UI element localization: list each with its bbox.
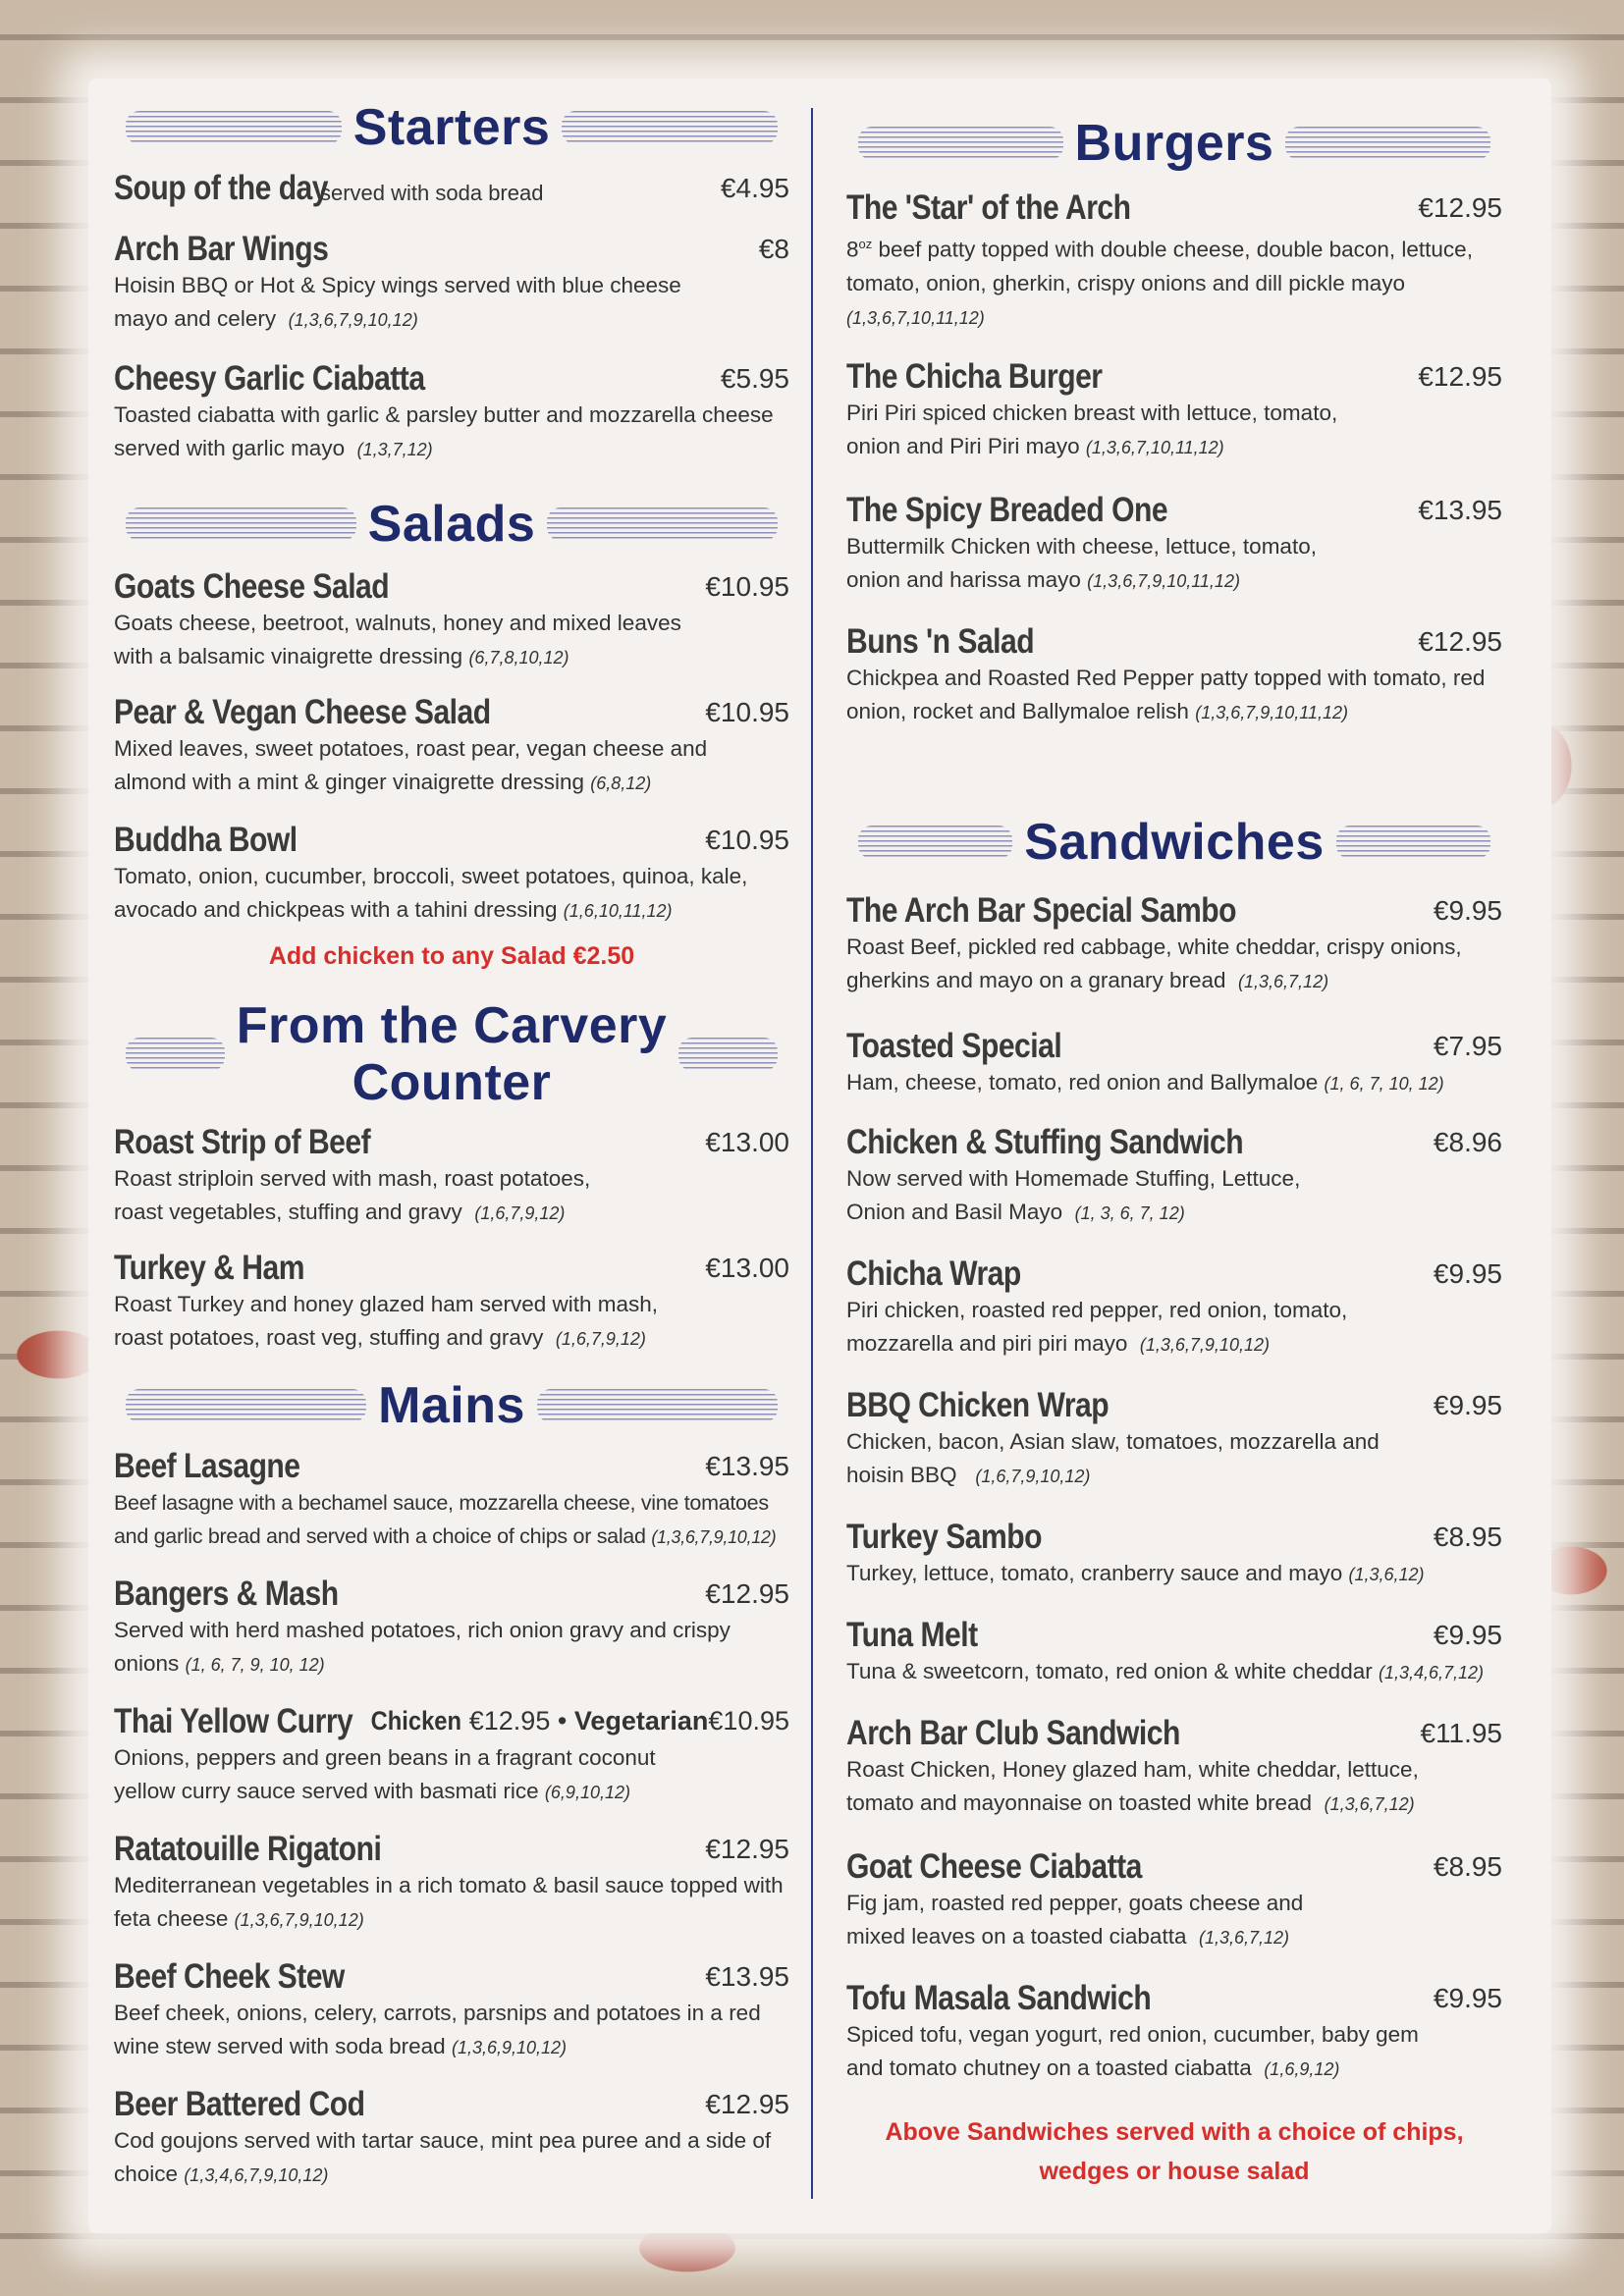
menu-item — [114, 1830, 789, 1937]
item-name: Turkey Sambo — [846, 1518, 1043, 1556]
item-allergens: (1, 6, 7, 9, 10, 12) — [185, 1655, 325, 1675]
item-name: BBQ Chicken Wrap — [846, 1386, 1110, 1424]
menu-item — [846, 622, 1502, 729]
item-description: Now served with Homemade Stuffing, Lettuce, Onion and Basil Mayo — [846, 1166, 1301, 1224]
item-allergens: (1,3,7,12) — [356, 440, 433, 459]
price-label-vegetarian: Vegetarian — [573, 1706, 709, 1735]
item-price: €13.00 — [705, 1127, 789, 1157]
menu-item — [846, 1255, 1502, 1362]
item-allergens: (1,3,6,7,9,10,11,12) — [1195, 703, 1348, 722]
menu-item — [114, 1957, 789, 2064]
item-price: €12.95 — [1418, 192, 1502, 223]
item-price-options — [358, 1706, 789, 1736]
menu-item — [114, 1447, 789, 1554]
item-price: €8.95 — [1433, 1522, 1502, 1552]
item-allergens: (1,3,4,6,7,9,10,12) — [184, 2165, 329, 2185]
sandwich-note-line1: Above Sandwiches served with a choice of chips, — [885, 2118, 1464, 2146]
item-price: €10.95 — [705, 825, 789, 855]
item-description: Toasted ciabatta with garlic & parsley butter and mozzarella cheese served with garlic mayo — [114, 402, 774, 460]
item-allergens: (1,3,6,9,10,12) — [451, 2038, 568, 2057]
item-price: €12.95 — [705, 2089, 789, 2119]
item-allergens: (6,8,12) — [590, 774, 652, 793]
menu-item — [114, 1123, 789, 1230]
section-title-burgers: Burgers — [1074, 115, 1274, 172]
item-price: €9.95 — [1433, 895, 1502, 926]
menu-item — [846, 357, 1502, 464]
item-allergens: (6,9,10,12) — [544, 1783, 630, 1802]
header-lines-left — [126, 507, 356, 541]
salad-chicken-note: Add chicken to any Salad €2.50 — [268, 942, 635, 970]
item-description: Served with herd mashed potatoes, rich onion gravy and crispy onions — [114, 1618, 731, 1676]
item-price: €7.95 — [1433, 1031, 1502, 1061]
item-price: €9.95 — [1433, 1620, 1502, 1650]
menu-item — [846, 1714, 1502, 1821]
item-description: Roast Turkey and honey glazed ham served with mash, roast potatoes, roast veg, stuffing and gravy — [114, 1292, 659, 1350]
item-name: Pear & Vegan Cheese Salad — [114, 693, 491, 731]
sandwiches-header — [846, 813, 1502, 872]
item-description-superscript: oz — [858, 237, 873, 251]
item-allergens: (1,3,6,7,12) — [1324, 1794, 1415, 1814]
item-description: Chicken, bacon, Asian slaw, tomatoes, mozzarella and hoisin BBQ — [846, 1429, 1380, 1487]
menu-item — [114, 567, 789, 674]
item-allergens: (1,3,6,7,10,11,12) — [846, 307, 985, 328]
menu-item — [846, 1979, 1502, 2086]
price-vegetarian: €10.95 — [708, 1706, 789, 1735]
item-allergens: (1,6,7,9,12) — [474, 1203, 566, 1223]
item-price: €9.95 — [1433, 1258, 1502, 1289]
item-description: Roast Chicken, Honey glazed ham, white cheddar, lettuce, tomato and mayonnaise on toasted white bread — [846, 1757, 1419, 1815]
item-description: Mediterranean vegetables in a rich tomato & basil sauce topped with feta cheese — [114, 1873, 784, 1931]
item-allergens: (1,3,6,7,9,10,12) — [234, 1910, 364, 1930]
header-lines-right — [678, 1038, 778, 1071]
item-allergens: (1, 6, 7, 10, 12) — [1324, 1074, 1444, 1094]
header-lines-left — [126, 1389, 366, 1422]
menu-item — [846, 491, 1502, 598]
section-title-sandwiches: Sandwiches — [1024, 814, 1325, 871]
item-description: Ham, cheese, tomato, red onion and Ballymaloe — [846, 1070, 1319, 1095]
menu-item — [846, 1027, 1502, 1100]
item-allergens: (1, 3, 6, 7, 12) — [1074, 1203, 1185, 1223]
item-allergens: (1,3,6,7,9,10,12) — [288, 310, 418, 330]
item-price: €13.95 — [705, 1451, 789, 1481]
item-description: Roast Beef, pickled red cabbage, white cheddar, crispy onions, gherkins and mayo on a granary bread — [846, 934, 1462, 992]
header-lines-right — [1336, 826, 1490, 859]
item-allergens: (1,3,6,7,12) — [1198, 1928, 1290, 1948]
carvery-title-line2: Counter — [352, 1054, 552, 1111]
item-description: Tomato, onion, cucumber, broccoli, sweet potatoes, quinoa, kale, avocado and chickpeas with a tahini dressing — [114, 864, 748, 922]
item-allergens: (1,3,6,7,9,10,12) — [1139, 1335, 1270, 1355]
item-description: Spiced tofu, vegan yogurt, red onion, cucumber, baby gem and tomato chutney on a toasted ciabatta — [846, 2022, 1419, 2080]
item-note: served with soda bread — [320, 181, 544, 205]
item-allergens: (1,6,9,12) — [1264, 2059, 1340, 2079]
item-name: Tofu Masala Sandwich — [846, 1979, 1152, 2017]
item-allergens: (1,3,6,12) — [1348, 1565, 1425, 1584]
item-name: Beer Battered Cod — [114, 2085, 365, 2123]
item-description: Buttermilk Chicken with cheese, lettuce, tomato, onion and harissa mayo — [846, 534, 1317, 592]
item-description: Goats cheese, beetroot, walnuts, honey and mixed leaves with a balsamic vinaigrette dressing — [114, 611, 681, 668]
item-description: beef patty topped with double cheese, double bacon, lettuce, tomato, onion, gherkin, crispy onions and dill pickle mayo — [846, 237, 1473, 295]
item-price: €10.95 — [705, 697, 789, 727]
item-name: Ratatouille Rigatoni — [114, 1830, 382, 1868]
menu-item — [114, 1575, 789, 1682]
item-description: Cod goujons served with tartar sauce, mint pea puree and a side of choice — [114, 2128, 772, 2186]
item-name: Bangers & Mash — [114, 1575, 339, 1613]
starters-header — [114, 98, 789, 157]
item-price: €8 — [758, 234, 789, 264]
item-price: €4.95 — [720, 173, 789, 203]
salads-header — [114, 495, 789, 554]
sandwich-note-line2: wedges or house salad — [1039, 2158, 1310, 2185]
item-price: €5.95 — [720, 363, 789, 394]
menu-item — [114, 1702, 789, 1809]
section-title-salads: Salads — [367, 496, 536, 553]
item-name: Turkey & Ham — [114, 1249, 304, 1287]
header-lines-right — [562, 111, 778, 144]
menu-item — [846, 188, 1502, 335]
item-name: Arch Bar Club Sandwich — [846, 1714, 1180, 1752]
section-title-starters: Starters — [352, 99, 551, 156]
item-description: Piri chicken, roasted red pepper, red onion, tomato, mozzarella and piri piri mayo — [846, 1298, 1348, 1356]
item-name: The Chicha Burger — [846, 357, 1103, 396]
menu-item — [114, 1249, 789, 1356]
item-allergens: (1,6,10,11,12) — [563, 901, 673, 921]
item-name: Cheesy Garlic Ciabatta — [114, 359, 425, 398]
item-allergens: (1,3,6,7,10,11,12) — [1085, 438, 1224, 457]
item-price: €12.95 — [705, 1578, 789, 1609]
price-chicken: €12.95 — [468, 1706, 551, 1735]
item-description: Mixed leaves, sweet potatoes, roast pear, vegan cheese and almond with a mint & ginger vinaigrette dressing — [114, 736, 708, 794]
menu-item — [114, 169, 789, 208]
item-allergens: (1,3,6,7,9,10,12) — [651, 1527, 777, 1547]
header-lines-left — [126, 1038, 225, 1071]
header-lines-left — [858, 127, 1063, 160]
item-name: The 'Star' of the Arch — [846, 188, 1131, 227]
menu-item — [114, 693, 789, 800]
item-price: €12.95 — [705, 1834, 789, 1864]
header-lines-right — [547, 507, 778, 541]
item-allergens: (1,3,6,7,9,10,11,12) — [1087, 571, 1240, 591]
header-lines-left — [858, 826, 1012, 859]
item-price: €10.95 — [705, 571, 789, 602]
item-name: Toasted Special — [846, 1027, 1062, 1065]
item-price: €11.95 — [1420, 1718, 1502, 1748]
item-price: €8.95 — [1433, 1851, 1502, 1882]
item-price: €12.95 — [1418, 361, 1502, 392]
menu-item — [114, 230, 789, 337]
section-title-carvery — [237, 997, 668, 1111]
item-price: €13.00 — [705, 1253, 789, 1283]
item-description: Piri Piri spiced chicken breast with lettuce, tomato, onion and Piri Piri mayo — [846, 400, 1338, 458]
item-allergens: (1,6,7,9,10,12) — [975, 1467, 1091, 1486]
menu-item — [846, 1123, 1502, 1230]
item-allergens: (6,7,8,10,12) — [468, 648, 569, 667]
item-description-prefix: 8 — [846, 237, 859, 262]
header-lines-right — [1285, 127, 1490, 160]
item-price: €9.95 — [1433, 1390, 1502, 1420]
item-name: Chicken & Stuffing Sandwich — [846, 1123, 1244, 1161]
item-name: Tuna Melt — [846, 1616, 978, 1654]
column-divider — [811, 108, 813, 2199]
item-description: Chickpea and Roasted Red Pepper patty topped with tomato, red onion, rocket and Ballymaloe relish — [846, 666, 1486, 723]
menu-item — [846, 1847, 1502, 1954]
menu-item — [114, 359, 789, 466]
item-description: Beef cheek, onions, celery, carrots, parsnips and potatoes in a red wine stew served with soda bread — [114, 2001, 761, 2058]
item-allergens: (1,3,6,7,12) — [1238, 972, 1329, 991]
menu-item — [846, 891, 1502, 998]
item-name: Beef Lasagne — [114, 1447, 300, 1485]
carvery-title-line1: From the Carvery — [236, 997, 668, 1054]
menu-item — [846, 1386, 1502, 1493]
item-name: Goat Cheese Ciabatta — [846, 1847, 1142, 1886]
carvery-header — [114, 995, 789, 1113]
item-description: Roast striploin served with mash, roast potatoes, roast vegetables, stuffing and gravy — [114, 1166, 591, 1224]
menu-item — [114, 821, 789, 928]
item-name: Buns 'n Salad — [846, 622, 1035, 661]
header-lines-left — [126, 111, 342, 144]
item-description: Tuna & sweetcorn, tomato, red onion & white cheddar — [846, 1659, 1373, 1683]
item-description: Fig jam, roasted red pepper, goats cheese and mixed leaves on a toasted ciabatta — [846, 1891, 1304, 1949]
item-name: The Spicy Breaded One — [846, 491, 1168, 529]
item-price: €13.95 — [705, 1961, 789, 1992]
section-title-mains: Mains — [378, 1377, 525, 1434]
burgers-header — [846, 114, 1502, 173]
item-name: The Arch Bar Special Sambo — [846, 891, 1236, 930]
menu-item — [846, 1518, 1502, 1591]
item-price: €8.96 — [1433, 1127, 1502, 1157]
item-allergens: (1,3,4,6,7,12) — [1378, 1663, 1485, 1682]
item-allergens: (1,6,7,9,12) — [555, 1329, 646, 1349]
item-description: Onions, peppers and green beans in a fragrant coconut yellow curry sauce served with basmati rice — [114, 1745, 656, 1803]
item-name: Soup of the day — [114, 169, 329, 207]
item-name: Roast Strip of Beef — [114, 1123, 371, 1161]
item-description: Turkey, lettuce, tomato, cranberry sauce and mayo — [846, 1561, 1343, 1585]
sandwich-sides-note — [846, 2112, 1502, 2191]
item-price: €9.95 — [1433, 1983, 1502, 2013]
item-description: Hoisin BBQ or Hot & Spicy wings served with blue cheese mayo and celery — [114, 273, 681, 331]
price-separator: • — [557, 1706, 568, 1735]
menu-item — [114, 2085, 789, 2192]
mains-header — [114, 1376, 789, 1435]
price-label-chicken: Chicken — [370, 1706, 462, 1735]
menu-item — [846, 1616, 1502, 1689]
item-name: Chicha Wrap — [846, 1255, 1021, 1293]
item-price: €13.95 — [1418, 495, 1502, 525]
item-name: Beef Cheek Stew — [114, 1957, 345, 1996]
item-name: Goats Cheese Salad — [114, 567, 390, 606]
header-lines-right — [537, 1389, 778, 1422]
item-price: €12.95 — [1418, 626, 1502, 657]
item-name: Arch Bar Wings — [114, 230, 329, 268]
item-name: Buddha Bowl — [114, 821, 298, 859]
item-description: Beef lasagne with a bechamel sauce, mozzarella cheese, vine tomatoes and garlic bread and served with a choice of chips or salad — [114, 1491, 769, 1548]
item-name: Thai Yellow Curry — [114, 1702, 353, 1740]
